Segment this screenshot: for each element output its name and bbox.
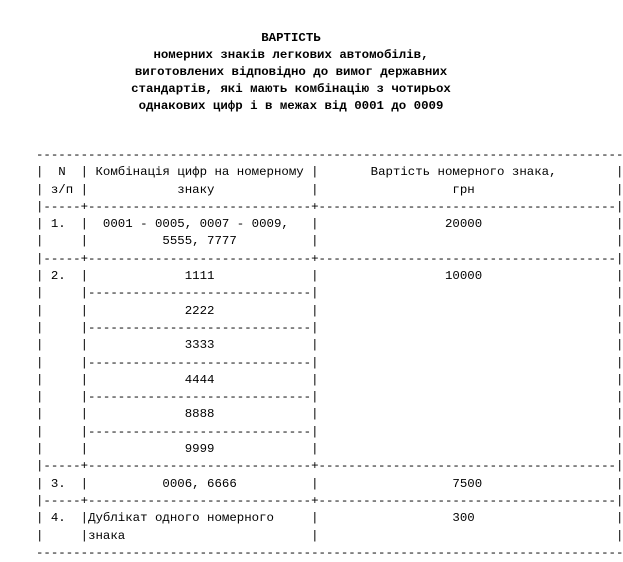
row-number [43,234,80,248]
price-cell: 10000 [318,269,617,284]
row-number [43,529,80,543]
row-number [43,373,80,387]
combination-cell: 9999 [88,442,312,457]
header-combination: знаку [88,182,312,197]
header-num: з/п [43,182,81,197]
price-cell: 7500 [318,476,617,491]
combination-cell: 5555, 7777 [88,234,312,249]
price-cell [319,373,616,387]
header-price: грн [318,182,617,197]
combination-cell: 2222 [88,303,312,318]
header-combination: Комбінація цифр на номерному [88,165,312,180]
price-cell [319,529,616,543]
document-title [0,30,582,115]
combination-cell: 4444 [88,372,312,387]
row-number [43,442,80,456]
header-num: N [43,165,81,180]
title-heading: ВАРТІСТЬ [261,31,321,45]
title-line: стандартів, які мають комбінацію з чотирьох [131,82,451,96]
combination-cell: 3333 [88,338,312,353]
row-number: 2. [43,269,81,284]
price-table: ------------------------------------------------------------------------------- | N | Комбінація цифр на номерному | Вартість номерного знака, | | з/п | знаку | грн | |-----+------------------------------+----------------------------------------| | 1. | 0001 - 0005, 0007 - 0009, | 20000 | | | 5555, 7777 | | |-----+------------------------------+----------------------------------------| | 2. | 1111 | 10000 | | |------------------------------| | | | 2222 | | | |------------------------------| | | | 3333 | | | |------------------------------| | | | 4444 | | | |------------------------------| | | | 8888 | | | |------------------------------| | | | 9999 | | |-----+------------------------------+----------------------------------------| | 3. | 0006, 6666 | 7500 | |-----+------------------------------+----------------------------------------| | 4. |Дублікат одного номерного | 300 | | |знака | | ------------------------------------------------------------------------------- [36,148,623,560]
row-number: 3. [43,476,81,491]
price-cell [319,304,616,318]
row-number: 1. [43,217,81,232]
price-cell [319,338,616,352]
price-cell [319,407,616,421]
price-cell: 300 [318,511,617,526]
combination-cell: 0006, 6666 [88,476,312,491]
row-number [43,338,80,352]
combination-cell: 1111 [88,269,312,284]
combination-cell: знака [88,528,312,543]
title-line: однакових цифр і в межах від 0001 до 0009 [138,99,444,113]
price-cell [319,234,616,248]
row-number [43,304,80,318]
title-line: виготовлених відповідно до вимог державних [134,65,448,79]
row-number [43,407,80,421]
row-number: 4. [43,511,81,526]
price-cell: 20000 [318,217,617,232]
title-line: номерних знаків легкових автомобілів, [153,48,429,62]
combination-cell: 0001 - 0005, 0007 - 0009, [88,217,312,232]
price-cell [319,442,616,456]
header-price: Вартість номерного знака, [318,165,617,180]
combination-cell: 8888 [88,407,312,422]
combination-cell: Дублікат одного номерного [88,511,312,526]
